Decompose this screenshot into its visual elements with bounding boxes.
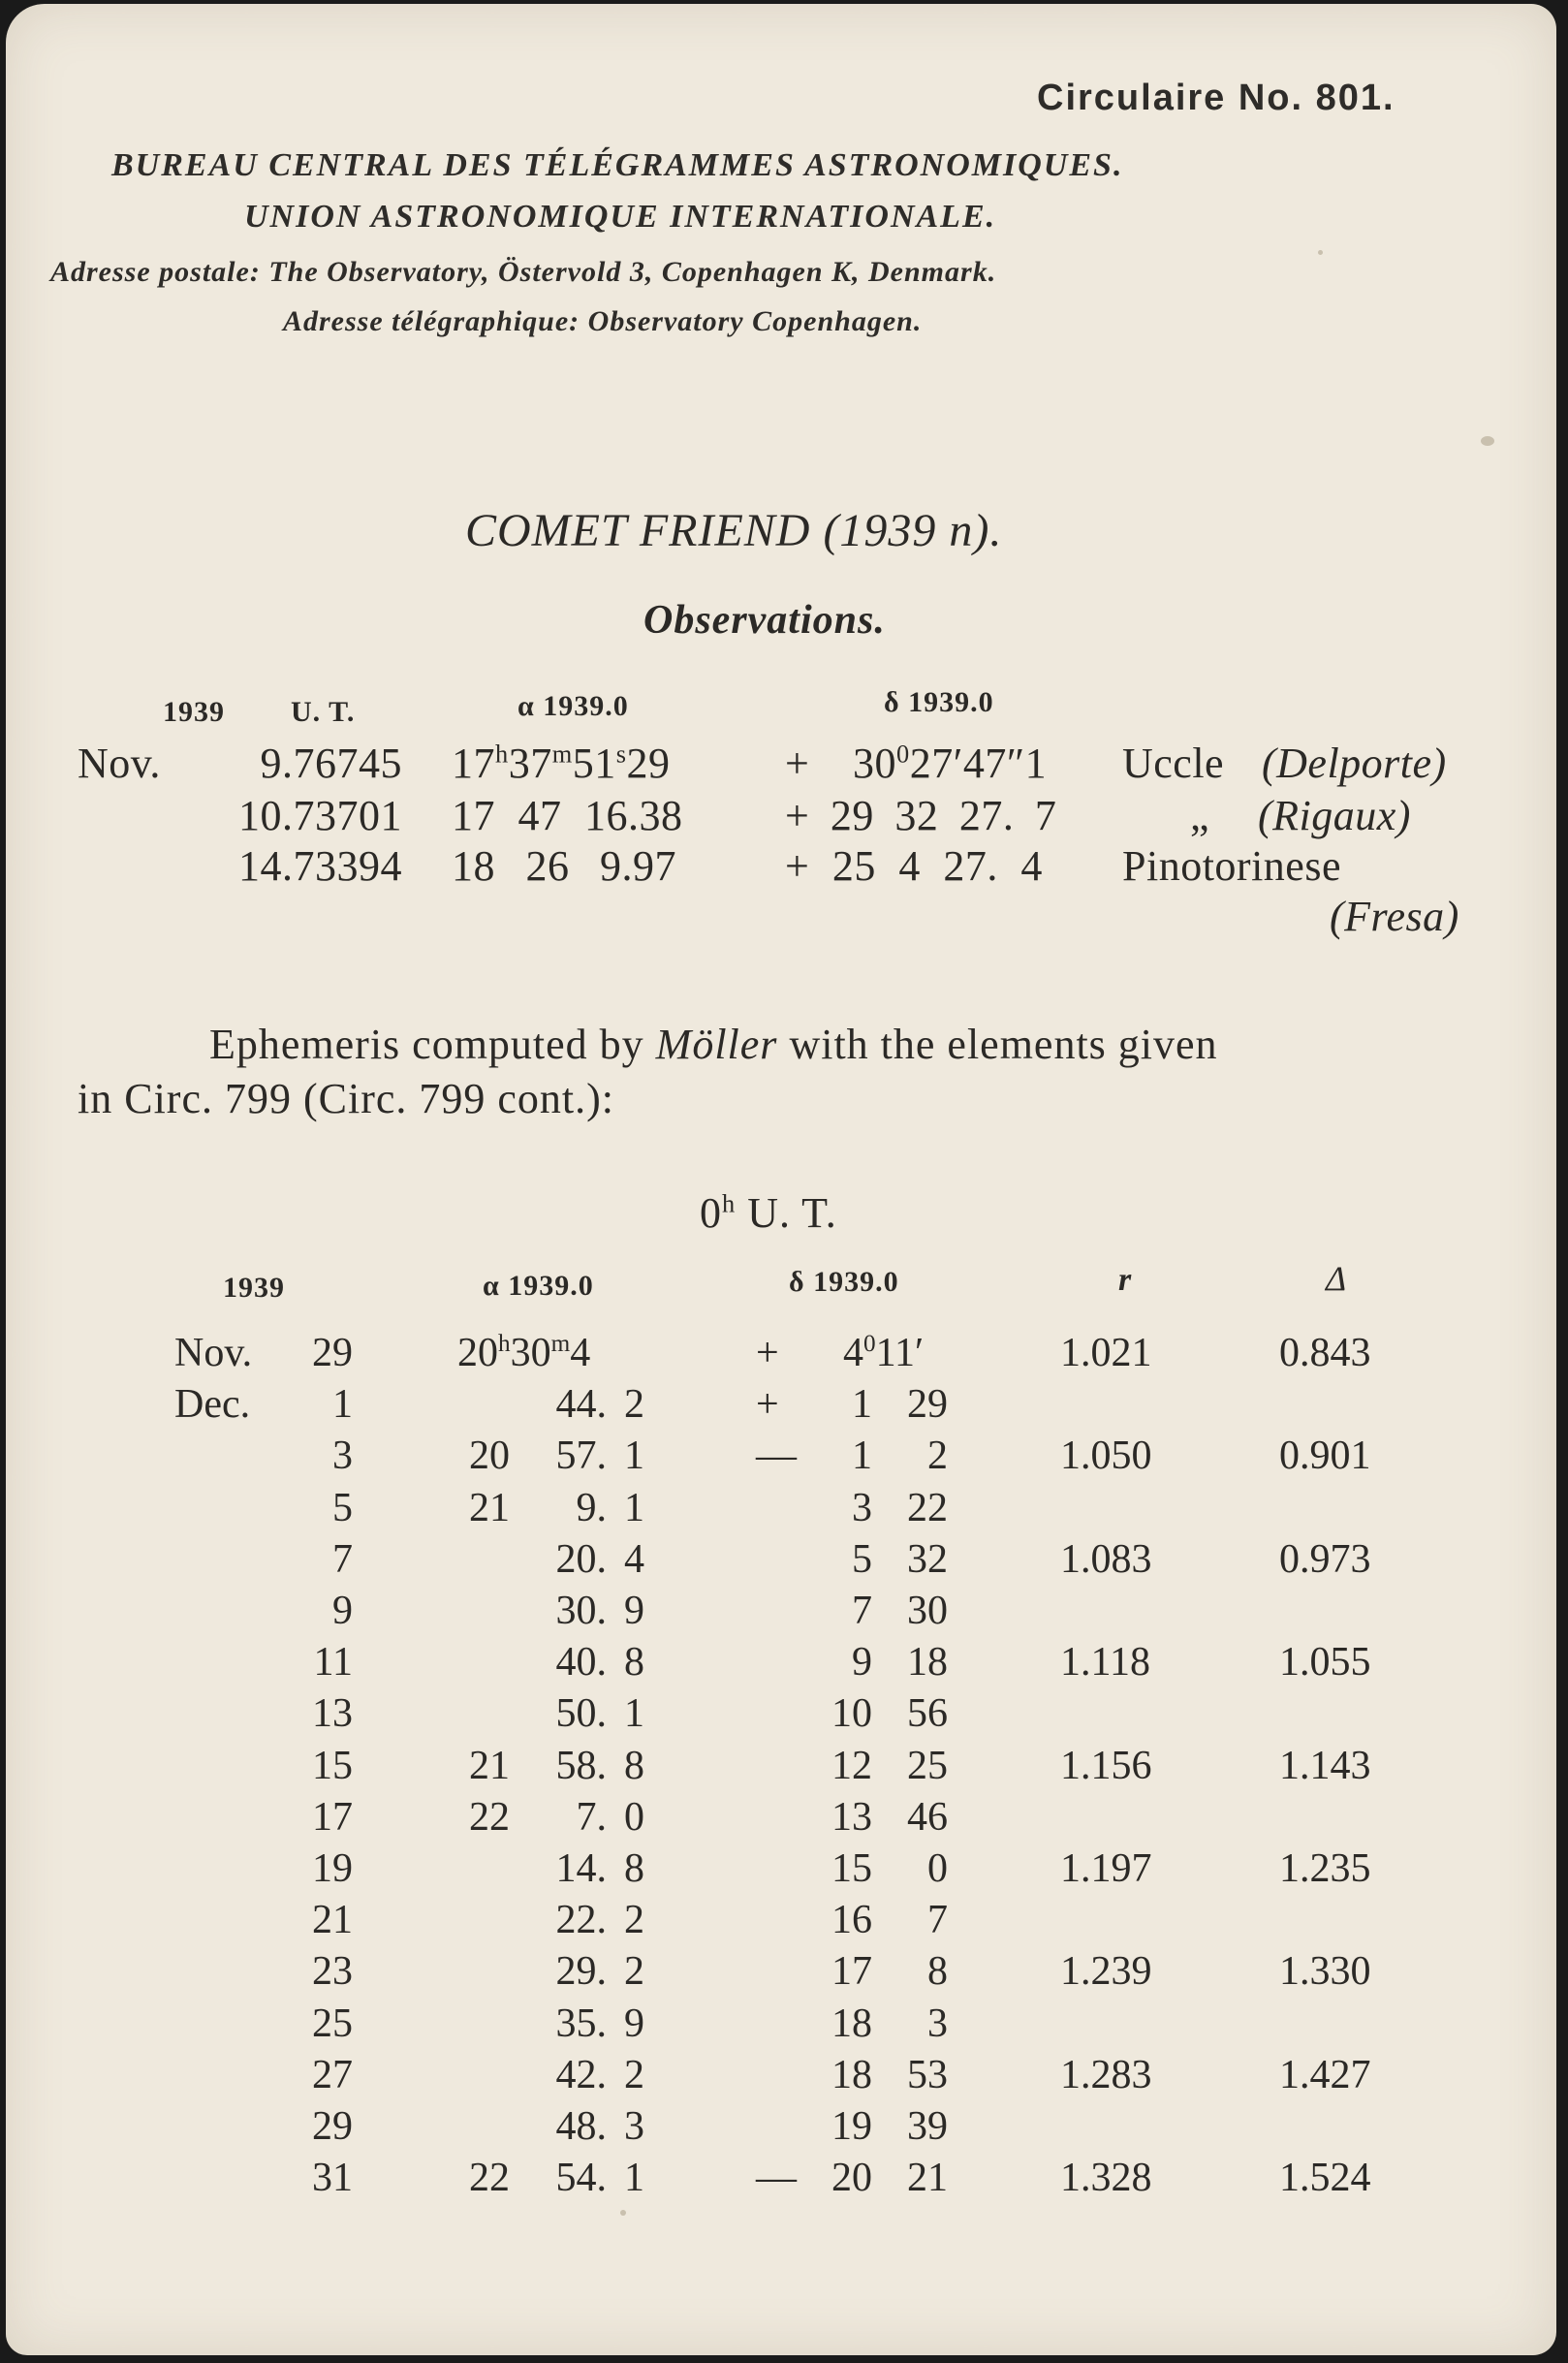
eph-dec-minutes: 30 <box>907 1589 948 1633</box>
obs-ra: 17 47 16.38 <box>452 792 683 839</box>
eph-r: 1.083 <box>1060 1536 1152 1582</box>
eph-day: 1 <box>332 1382 353 1428</box>
eph-dec-degrees: 10 <box>831 1691 872 1737</box>
eph-ra-minutes: 40. <box>555 1640 607 1686</box>
eph-ra-fraction: 8 <box>624 1640 644 1686</box>
eph-col-distance: Δ <box>1326 1259 1348 1298</box>
eph-dec-minutes: 21 <box>907 2156 948 2201</box>
obs-observer: (Fresa) <box>1330 893 1459 940</box>
obs-date: 14.73394 <box>238 842 402 890</box>
ephemeris-intro-line2: in Circ. 799 (Circ. 799 cont.): <box>78 1075 615 1122</box>
obs-col-ut: U. T. <box>291 696 356 728</box>
eph-ra-fraction: 9 <box>624 1589 644 1633</box>
obs-station: Uccle <box>1122 740 1225 787</box>
eph-r: 1.239 <box>1060 1949 1152 1995</box>
eph-day: 25 <box>312 2001 353 2046</box>
telegraphic-address: Adresse télégraphique: Observatory Copenhagen. <box>283 305 923 337</box>
eph-dec-minutes: 32 <box>907 1536 948 1582</box>
obs-date: 10.73701 <box>238 792 402 839</box>
eph-day: 19 <box>312 1846 353 1891</box>
eph-dec-degrees: 1 <box>852 1434 872 1479</box>
eph-month: Nov. <box>174 1331 253 1375</box>
eph-r: 1.197 <box>1060 1846 1152 1891</box>
eph-col-r: r <box>1118 1262 1133 1298</box>
obs-dec: + 25 4 27. 4 <box>785 842 1043 890</box>
eph-ra-fraction: 1 <box>624 1434 644 1479</box>
eph-ra-minutes: 22. <box>555 1898 607 1943</box>
eph-dec-minutes: 18 <box>907 1640 948 1686</box>
ephemeris-row <box>0 1381 1568 1432</box>
eph-dec-minutes: 39 <box>907 2104 948 2149</box>
ephemeris-row <box>0 1639 1568 1689</box>
eph-dec-minutes: 46 <box>907 1794 948 1840</box>
eph-dec-degrees: 12 <box>831 1743 872 1788</box>
eph-ra-minutes: 35. <box>555 2001 607 2046</box>
eph-r: 1.021 <box>1060 1331 1152 1375</box>
paper-speck <box>620 2210 626 2216</box>
eph-distance: 1.055 <box>1279 1640 1371 1686</box>
eph-dec-minutes: 2 <box>927 1434 948 1479</box>
obs-sign: + <box>785 740 810 787</box>
eph-distance: 1.427 <box>1279 2052 1371 2097</box>
eph-dec-degrees: 15 <box>831 1846 872 1891</box>
ephemeris-row <box>0 2155 1568 2205</box>
eph-ra-hours: 22 <box>469 1794 510 1840</box>
union-heading: UNION ASTRONOMIQUE INTERNATIONALE. <box>244 199 997 235</box>
ephemeris-row <box>0 1948 1568 1999</box>
eph-day: 15 <box>312 1743 353 1788</box>
eph-dec-degrees: 17 <box>831 1949 872 1995</box>
eph-dec-degrees: 9 <box>852 1640 872 1686</box>
eph-ra-fraction: 8 <box>624 1743 644 1788</box>
ephemeris-row <box>0 1743 1568 1793</box>
eph-day: 31 <box>312 2156 353 2201</box>
eph-ra-minutes: 14. <box>555 1846 607 1891</box>
ephemeris-row <box>0 1845 1568 1896</box>
eph-ra-minutes: 44. <box>555 1382 607 1428</box>
eph-distance: 1.143 <box>1279 1743 1371 1788</box>
eph-dec-degrees: 18 <box>831 2052 872 2097</box>
eph-day: 9 <box>332 1589 353 1633</box>
eph-ra-minutes: 20. <box>555 1536 607 1582</box>
eph-dec-degrees: 7 <box>852 1589 872 1633</box>
eph-day: 3 <box>332 1434 353 1479</box>
eph-dec-sign: + <box>756 1382 779 1428</box>
eph-day: 29 <box>312 2104 353 2149</box>
eph-ra-fraction: 2 <box>624 1898 644 1943</box>
eph-r: 1.283 <box>1060 2052 1152 2097</box>
eph-ra: 20$^h$30$^m$4 <box>457 1331 591 1375</box>
eph-dec-degrees: 5 <box>852 1536 872 1582</box>
eph-dec-minutes: 0 <box>927 1846 948 1891</box>
eph-ra-minutes: 42. <box>555 2052 607 2097</box>
eph-dec-minutes: 3 <box>927 2001 948 2046</box>
ephemeris-row <box>0 1690 1568 1741</box>
obs-col-alpha: α 1939.0 <box>517 690 629 722</box>
eph-dec-minutes: 7 <box>927 1898 948 1943</box>
circular-number: Circulaire No. 801. <box>1037 78 1396 118</box>
eph-day: 7 <box>332 1536 353 1582</box>
page-title: COMET FRIEND (1939 n). <box>465 505 1003 556</box>
eph-ra-fraction: 0 <box>624 1794 644 1840</box>
eph-day: 13 <box>312 1691 353 1737</box>
eph-dec-minutes: 25 <box>907 1743 948 1788</box>
eph-distance: 0.973 <box>1279 1536 1371 1582</box>
ephemeris-intro-line1: Ephemeris computed by Möller with the elements given <box>209 1021 1218 1068</box>
eph-day: 21 <box>312 1898 353 1943</box>
ephemeris-epoch: 0$^h$ U. T. <box>700 1188 837 1237</box>
ephemeris-row <box>0 1536 1568 1587</box>
ephemeris-row <box>0 1485 1568 1535</box>
observation-row <box>0 739 1568 793</box>
ephemeris-row <box>0 2052 1568 2102</box>
eph-dec-minutes: 56 <box>907 1691 948 1737</box>
eph-distance: 1.524 <box>1279 2156 1371 2201</box>
eph-ra-hours: 21 <box>469 1485 510 1530</box>
eph-col-alpha: α 1939.0 <box>483 1270 594 1302</box>
eph-dec-minutes: 8 <box>927 1949 948 1995</box>
observation-row <box>0 791 1568 845</box>
eph-distance: 0.901 <box>1279 1434 1371 1479</box>
eph-day: 5 <box>332 1485 353 1530</box>
eph-day: 17 <box>312 1794 353 1840</box>
eph-distance: 1.235 <box>1279 1846 1371 1891</box>
paper-speck <box>1318 250 1323 255</box>
eph-dec-degrees: 3 <box>852 1485 872 1530</box>
eph-col-delta: δ 1939.0 <box>789 1266 899 1298</box>
eph-ra-minutes: 29. <box>555 1949 607 1995</box>
obs-station: „ <box>1190 792 1210 839</box>
eph-dec-degrees: 19 <box>831 2104 872 2149</box>
ephemeris-row <box>0 1330 1568 1380</box>
obs-ra: 18 26 9.97 <box>452 842 676 890</box>
eph-ra-fraction: 4 <box>624 1536 644 1582</box>
eph-ra-minutes: 50. <box>555 1691 607 1737</box>
eph-ra-fraction: 1 <box>624 1691 644 1737</box>
eph-r: 1.328 <box>1060 2156 1152 2201</box>
eph-distance: 0.843 <box>1279 1331 1371 1375</box>
eph-day: 27 <box>312 2052 353 2097</box>
obs-ra: 17$^h$37$^m$51$^s$29 <box>452 739 671 787</box>
obs-dec: $30^027'47''1$ <box>853 739 1048 787</box>
obs-observer: (Delporte) <box>1262 740 1447 787</box>
ephemeris-row <box>0 1588 1568 1638</box>
eph-col-year: 1939 <box>223 1272 285 1304</box>
ephemeris-row <box>0 1794 1568 1844</box>
eph-ra-hours: 20 <box>469 1434 510 1479</box>
eph-dec-degrees: 16 <box>831 1898 872 1943</box>
eph-ra-fraction: 1 <box>624 1485 644 1530</box>
eph-r: 1.156 <box>1060 1743 1152 1788</box>
eph-ra-hours: 21 <box>469 1743 510 1788</box>
eph-month: Dec. <box>174 1382 251 1428</box>
eph-ra-fraction: 8 <box>624 1846 644 1891</box>
observations-heading: Observations. <box>643 598 886 643</box>
eph-dec-degrees: 13 <box>831 1794 872 1840</box>
paper-speck <box>1481 436 1494 446</box>
eph-r: 1.050 <box>1060 1434 1152 1479</box>
eph-ra-fraction: 9 <box>624 2001 644 2046</box>
ephemeris-row <box>0 1433 1568 1483</box>
obs-month: Nov. <box>78 740 161 787</box>
eph-day: 29 <box>312 1331 353 1375</box>
eph-dec-minutes: 53 <box>907 2052 948 2097</box>
eph-day: 11 <box>313 1640 353 1686</box>
eph-ra-minutes: 57. <box>555 1434 607 1479</box>
obs-date: 9.76745 <box>260 740 402 787</box>
eph-ra-minutes: 54. <box>555 2156 607 2201</box>
eph-dec-minutes: 22 <box>907 1485 948 1530</box>
eph-ra-fraction: 2 <box>624 1382 644 1428</box>
eph-ra-minutes: 30. <box>555 1589 607 1633</box>
obs-dec: + 29 32 27. 7 <box>785 792 1057 839</box>
eph-dec: $4^011'$ <box>843 1331 925 1375</box>
obs-col-delta: δ 1939.0 <box>884 686 994 718</box>
obs-col-year: 1939 <box>163 696 225 728</box>
eph-ra-minutes: 58. <box>555 1743 607 1788</box>
eph-ra-minutes: 7. <box>576 1794 607 1840</box>
ephemeris-row <box>0 1897 1568 1947</box>
obs-observer: (Rigaux) <box>1258 792 1411 839</box>
observation-row <box>0 841 1568 896</box>
eph-dec-sign: — <box>756 2156 797 2201</box>
eph-r: 1.118 <box>1060 1640 1150 1686</box>
bureau-heading: BUREAU CENTRAL DES TÉLÉGRAMMES ASTRONOMIQUES. <box>111 147 1124 183</box>
eph-ra-minutes: 9. <box>576 1485 607 1530</box>
obs-station: Pinotorinese <box>1122 842 1341 890</box>
eph-ra-fraction: 2 <box>624 2052 644 2097</box>
eph-ra-minutes: 48. <box>555 2104 607 2149</box>
eph-dec-sign: — <box>756 1434 797 1479</box>
eph-dec-sign: + <box>756 1331 779 1375</box>
eph-dec-degrees: 1 <box>852 1382 872 1428</box>
eph-dec-degrees: 20 <box>831 2156 872 2201</box>
eph-dec-degrees: 18 <box>831 2001 872 2046</box>
ephemeris-row <box>0 2103 1568 2154</box>
eph-dec-minutes: 29 <box>907 1382 948 1428</box>
eph-ra-fraction: 3 <box>624 2104 644 2149</box>
ephemeris-row <box>0 2001 1568 2051</box>
eph-ra-hours: 22 <box>469 2156 510 2201</box>
eph-day: 23 <box>312 1949 353 1995</box>
eph-ra-fraction: 2 <box>624 1949 644 1995</box>
postal-address: Adresse postale: The Observatory, Östervold 3, Copenhagen K, Denmark. <box>50 256 997 288</box>
eph-ra-fraction: 1 <box>624 2156 644 2201</box>
eph-distance: 1.330 <box>1279 1949 1371 1995</box>
